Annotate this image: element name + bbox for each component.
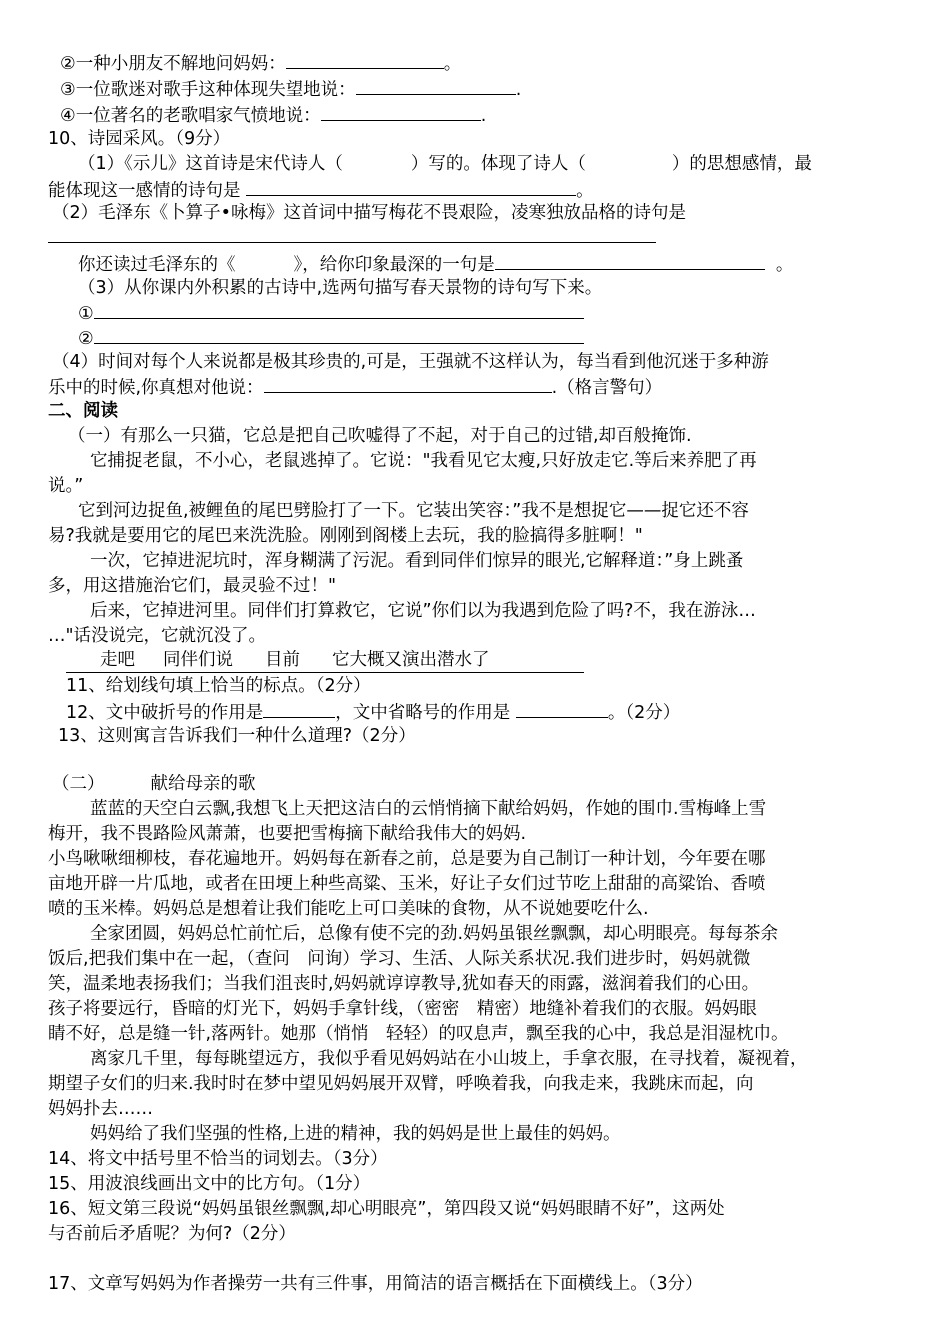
reading2-header: （二） 献给母亲的歌 xyxy=(52,774,256,794)
answer-blank[interactable] xyxy=(246,177,576,196)
reading2-paragraph: 全家团圆，妈妈总忙前忙后，总像有使不完的劲.妈妈虽银丝飘飘，却心明眼亮。每每茶余 xyxy=(90,924,779,944)
reading2-paragraph: 离家几千里，每每眺望远方，我似乎看见妈妈站在小山坡上，手拿衣服，在寻找着，凝视着， xyxy=(90,1049,808,1069)
reading2-paragraph: 睛不好，总是缝一针,落两针。她那（悄悄 轻轻）的叹息声，飘至我的心中，我总是泪湿枕巾。 xyxy=(48,1024,789,1044)
q9-item-3: ③一位歌迷对歌手这种体现失望地说： . xyxy=(60,76,521,102)
answer-blank[interactable] xyxy=(286,50,444,69)
q10-part2-line2: 你还读过毛泽东的《 》，给你印象最深的一句是 。 xyxy=(78,251,793,277)
reading1-paragraph: 它捕捉老鼠，不小心，老鼠逃掉了。它说："我看见它太瘦,只好放走它.等后来养肥了再 xyxy=(90,451,757,471)
q10-part2-line1: （2）毛泽东《卜算子•咏梅》这首词中描写梅花不畏艰险，凌寒独放品格的诗句是 xyxy=(52,203,686,223)
q11: 11、给划线句填上恰当的标点。（2分） xyxy=(66,676,371,696)
q10-part3-answer-1: ① xyxy=(78,300,584,326)
answer-line[interactable] xyxy=(48,242,656,243)
answer-blank[interactable] xyxy=(495,251,765,270)
q10-part1-line2: 能体现这一感情的诗句是 。 xyxy=(48,177,594,203)
answer-blank[interactable] xyxy=(264,374,552,393)
reading1-paragraph: 后来，它掉进河里。同伴们打算救它，它说”你们以为我遇到危险了吗?不，我在游泳… xyxy=(90,601,756,621)
underlined-sentence: 走吧 同伴们说 目前 它大概又演出潜水了 xyxy=(66,648,584,673)
reading2-paragraph: 妈妈扑去…… xyxy=(48,1099,153,1119)
q13: 13、这则寓言告诉我们一种什么道理?（2分） xyxy=(58,726,416,746)
answer-blank[interactable] xyxy=(321,102,481,121)
q16-line2: 与否前后矛盾呢？为何?（2分） xyxy=(48,1224,296,1244)
reading2-paragraph: 亩地开辟一片瓜地，或者在田埂上种些高粱、玉米，好让子女们过节吃上甜甜的高粱饴、香喷 xyxy=(48,874,766,894)
answer-blank[interactable] xyxy=(94,325,584,344)
reading1-paragraph: 它到河边捉鱼,被鲤鱼的尾巴劈脸打了一下。它装出笑容：”我不是想捉它——捉它还不容 xyxy=(78,501,749,521)
q17: 17、文章写妈妈为作者操劳一共有三件事，用简洁的语言概括在下面横线上。（3分） xyxy=(48,1274,703,1294)
q10-part3-answer-2: ② xyxy=(78,325,584,351)
reading2-paragraph: 蓝蓝的天空白云飘,我想飞上天把这洁白的云悄悄摘下献给妈妈，作她的围巾.雪梅峰上雪 xyxy=(90,799,767,819)
reading2-paragraph: 喷的玉米棒。妈妈总是想着让我们能吃上可口美味的食物，从不说她要吃什么. xyxy=(48,899,649,919)
section-heading: 二、阅读 xyxy=(48,401,118,421)
reading2-paragraph: 妈妈给了我们坚强的性格,上进的精神，我的妈妈是世上最佳的妈妈。 xyxy=(90,1124,621,1144)
q15: 15、用波浪线画出文中的比方句。（1分） xyxy=(48,1174,371,1194)
reading1-paragraph: （一）有那么一只猫，它总是把自己吹嘘得了不起，对于自己的过错,却百般掩饰. xyxy=(68,426,692,446)
reading1-paragraph: 多，用这措施治它们，最灵验不过！" xyxy=(48,576,337,596)
answer-blank[interactable] xyxy=(263,699,335,718)
q10-part4-line1: （4）时间对每个人来说都是极其珍贵的,可是，王强就不这样认为，每当看到他沉迷于多种游 xyxy=(52,352,769,372)
q10-title: 10、诗园采风。（9分） xyxy=(48,129,231,149)
q10-part3: （3）从你课内外积累的古诗中,选两句描写春天景物的诗句写下来。 xyxy=(78,278,603,298)
reading2-paragraph: 期望子女们的归来.我时时在梦中望见妈妈展开双臂，呼唤着我，向我走来，我跳床而起，向 xyxy=(48,1074,754,1094)
answer-blank[interactable] xyxy=(356,76,516,95)
reading2-paragraph: 梅开，我不畏路险风萧萧，也要把雪梅摘下献给我伟大的妈妈. xyxy=(48,824,527,844)
reading1-paragraph: …"话没说完，它就沉没了。 xyxy=(48,626,267,646)
answer-blank[interactable] xyxy=(94,300,584,319)
answer-blank[interactable] xyxy=(516,699,608,718)
reading2-paragraph: 饭后,把我们集中在一起，（查问 问询）学习、生活、人际关系状况.我们进步时，妈妈就微 xyxy=(48,949,751,969)
reading2-paragraph: 笑，温柔地表扬我们；当我们沮丧时,妈妈就谆谆教导,犹如春天的雨露，滋润着我们的心田。 xyxy=(48,974,760,994)
q9-item-4: ④一位著名的老歌唱家气愤地说： . xyxy=(60,102,486,128)
q9-item-2: ②一种小朋友不解地问妈妈： 。 xyxy=(60,50,461,76)
reading1-paragraph: 一次，它掉进泥坑时，浑身糊满了污泥。看到同伴们惊异的眼光,它解释道：”身上跳蚤 xyxy=(90,551,744,571)
reading1-paragraph: 说。” xyxy=(48,476,84,496)
q16-line1: 16、短文第三段说“妈妈虽银丝飘飘,却心明眼亮”，第四段又说“妈妈眼睛不好”，这两处 xyxy=(48,1199,725,1219)
reading1-paragraph: 易?我就是要用它的尾巴来洗洗脸。刚刚到阁楼上去玩，我的脸搞得多脏啊！" xyxy=(48,526,643,546)
q10-part1-line1: （1）《示儿》这首诗是宋代诗人（ ）写的。体现了诗人（ ）的思想感情，最 xyxy=(78,154,812,174)
reading2-paragraph: 小鸟啾啾细柳枝，春花遍地开。妈妈每在新春之前，总是要为自己制订一种计划，今年要在哪 xyxy=(48,849,766,869)
reading2-paragraph: 孩子将要远行，昏暗的灯光下，妈妈手拿针线，（密密 精密）地缝补着我们的衣服。妈妈眼 xyxy=(48,999,757,1019)
q14: 14、将文中括号里不恰当的词划去。（3分） xyxy=(48,1149,388,1169)
q12: 12、文中破折号的作用是 ，文中省略号的作用是 。（2分） xyxy=(66,699,680,725)
q10-part4-line2: 乐中的时候,你真想对他说： .（格言警句） xyxy=(48,374,662,400)
